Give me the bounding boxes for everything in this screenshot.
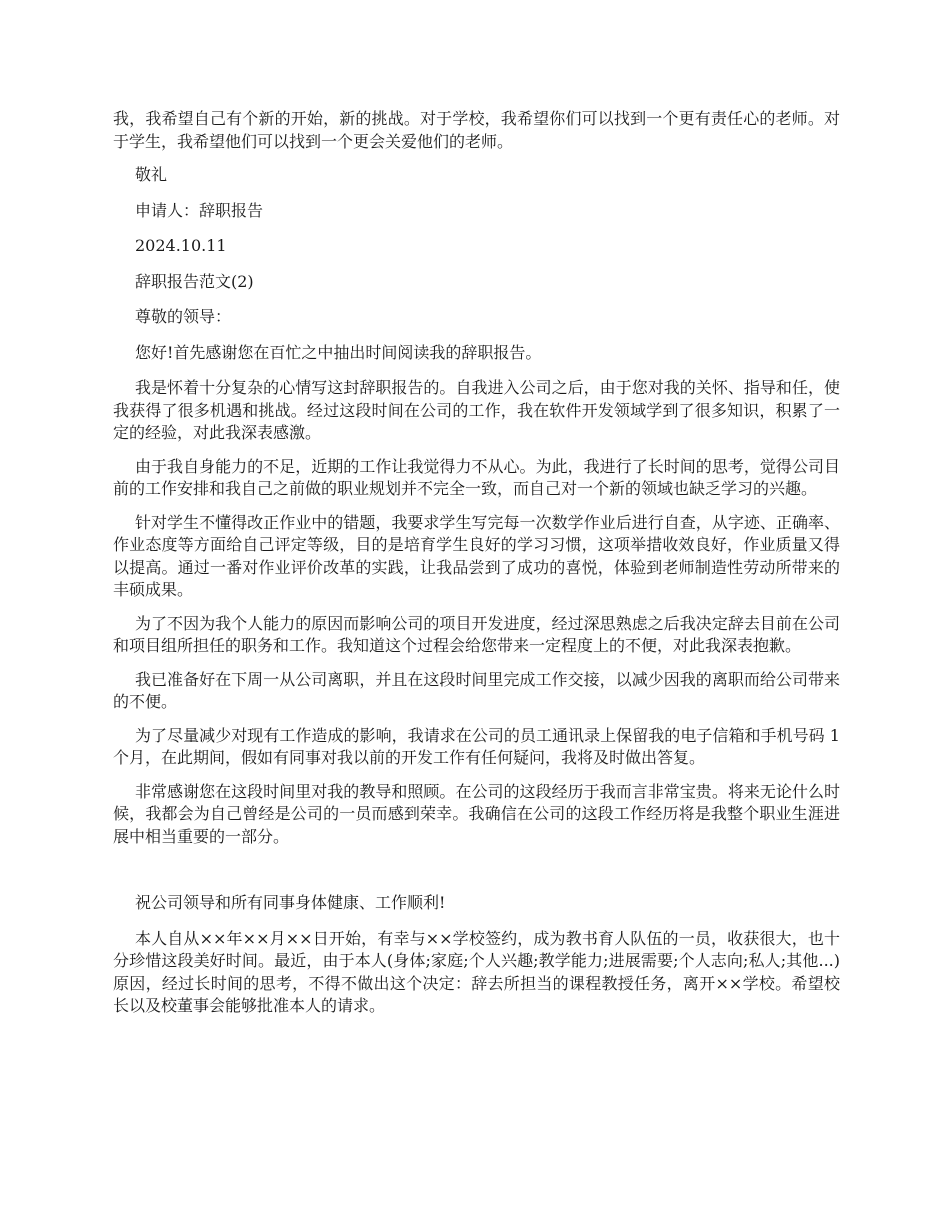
document-body xyxy=(113,108,840,1029)
paragraph-thanks-opening: 您好!首先感谢您在百忙之中抽出时间阅读我的辞职报告。 xyxy=(135,342,542,362)
paragraph-applicant: 申请人：辞职报告 xyxy=(135,200,264,220)
paragraph-greeting: 尊敬的领导： xyxy=(135,307,232,326)
paragraph-salutation-closing: 敬礼 xyxy=(135,165,168,184)
paragraph-body-7: 非常感谢您在这段时间里对我的教导和照顾。在公司的这段经历于我而言非常宝贵。将来无论什么时候，我都会为自己曾经是公司的一员而感到荣幸。我确信在公司的这段工作经历将是我整个职业生涯进展中相当重要的一部分。 xyxy=(113,781,840,846)
paragraph-date: 2024.10.11 xyxy=(135,236,227,255)
paragraph-section-title: 辞职报告范文(2) xyxy=(135,271,254,291)
paragraph-body-4: 为了不因为我个人能力的原因而影响公司的项目开发进度，经过深思熟虑之后我决定辞去目前在公司和项目组所担任的职务和工作。我知道这个过程会给您带来一定程度上的不便，对此我深表抱歉。 xyxy=(113,613,840,655)
paragraph-body-5: 我已准备好在下周一从公司离职，并且在这段时间里完成工作交接，以减少因我的离职而给公司带来的不便。 xyxy=(113,669,840,711)
paragraph-body-1: 我是怀着十分复杂的心情写这封辞职报告的。自我进入公司之后，由于您对我的关怀、指导和任，使我获得了很多机遇和挑战。经过这段时间在公司的工作，我在软件开发领域学到了很多知识，积累了一定的经验，对此我深表感激。 xyxy=(113,378,840,442)
paragraph-body-3: 针对学生不懂得改正作业中的错题，我要求学生写完每一次数学作业后进行自查，从字迹、正确率、作业态度等方面给自己评定等级，目的是培育学生良好的学习习惯，这项举措收效良好，作业质量又得以提高。通过一番对作业评价改革的实践，让我品尝到了成功的喜悦，体验到老师制造性劳动所带来的丰硕成果。 xyxy=(113,512,840,599)
paragraph-intro-continuation: 我，我希望自己有个新的开始，新的挑战。对于学校，我希望你们可以找到一个更有责任心的老师。对于学生，我希望他们可以找到一个更会关爱他们的老师。 xyxy=(113,109,840,151)
paragraph-body-6: 为了尽量减少对现有工作造成的影响，我请求在公司的员工通讯录上保留我的电子信箱和手机号码 1 个月，在此期间，假如有同事对我以前的开发工作有任何疑问，我将及时做出答复。 xyxy=(113,725,840,767)
paragraph-wishes: 祝公司领导和所有同事身体健康、工作顺利! xyxy=(135,893,446,912)
section-spacer xyxy=(113,859,840,892)
paragraph-body-8: 本人自从××年××月××日开始，有幸与××学校签约，成为教书育人队伍的一员，收获很大，也十分珍惜这段美好时间。最近，由于本人(身体;家庭;个人兴趣;教学能力;进展需要;个人志向;私人;其他...)原因，经过长时间的思考，不得不做出这个决定：辞去所担当的课程教授任务，离开××学校。希望校长以及校董事会能够批准本人的请求。 xyxy=(113,928,840,1015)
paragraph-body-2: 由于我自身能力的不足，近期的工作让我觉得力不从心。为此，我进行了长时间的思考，觉得公司目前的工作安排和我自己之前做的职业规划并不完全一致，而自己对一个新的领域也缺乏学习的兴趣。 xyxy=(113,456,840,498)
